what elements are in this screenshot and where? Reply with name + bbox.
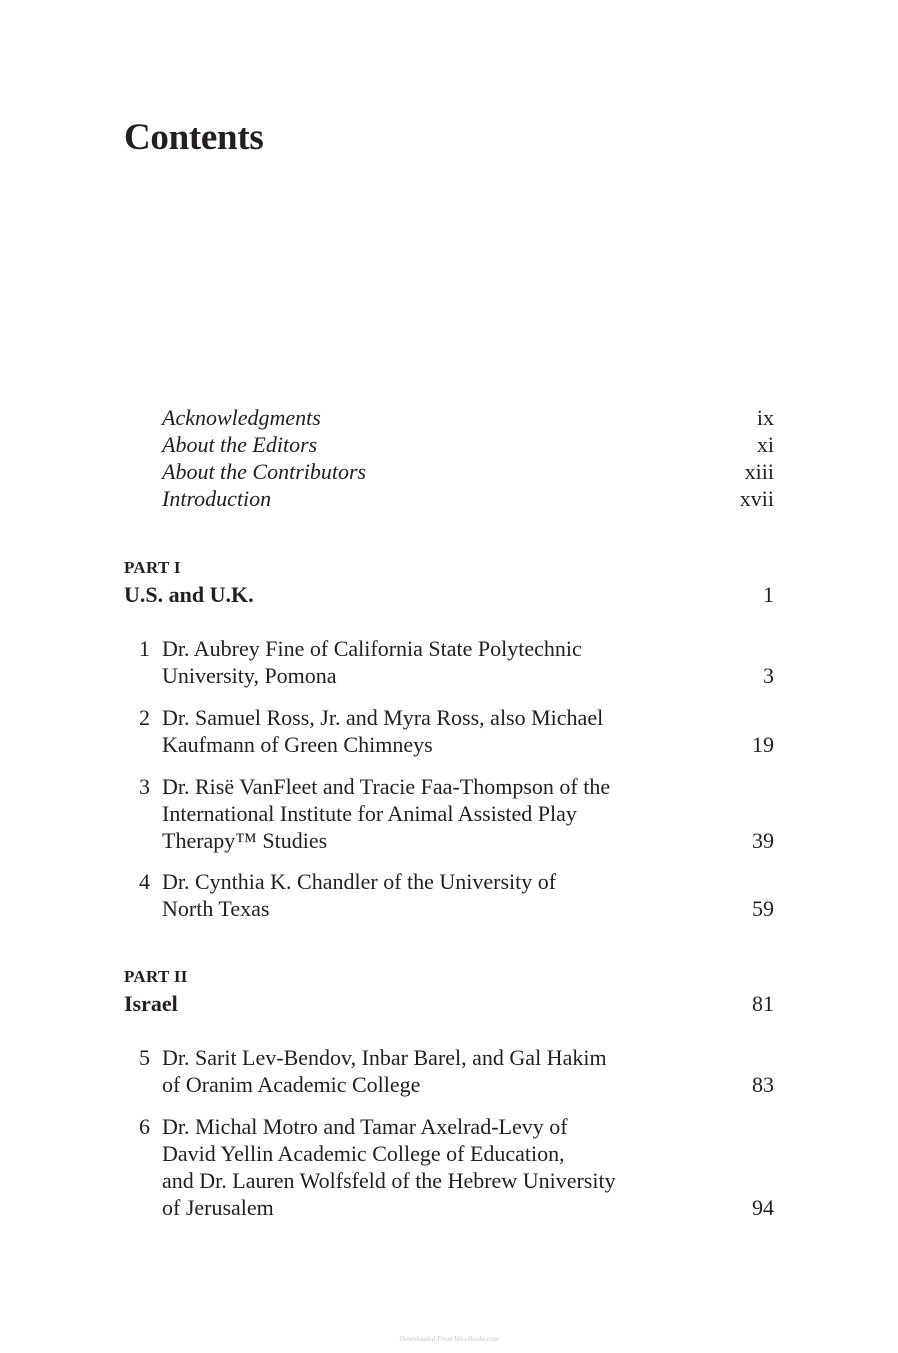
front-matter-item[interactable] — [162, 458, 774, 485]
chapter-title: Dr. Aubrey Fine of California State Polytechnic University, Pomona — [162, 636, 582, 688]
chapter-entry[interactable] — [124, 704, 774, 758]
part-page: 1 — [763, 582, 774, 607]
chapter-title: Dr. Samuel Ross, Jr. and Myra Ross, also Michael Kaufmann of Green Chimneys — [162, 705, 604, 757]
part-label: PART I — [124, 558, 181, 577]
chapter-number: 5 — [139, 1045, 150, 1070]
chapter-entry[interactable] — [124, 1044, 774, 1098]
chapter-title: Dr. Sarit Lev-Bendov, Inbar Barel, and Gal Hakim of Oranim Academic College — [162, 1045, 607, 1097]
front-matter-title: About the Contributors — [162, 459, 367, 484]
chapter-page: 3 — [763, 663, 774, 688]
chapter-number: 3 — [139, 774, 150, 799]
chapter-page: 59 — [752, 896, 774, 921]
download-watermark: Downloaded From Vet-eBooks.com — [399, 1335, 499, 1343]
part-page: 81 — [752, 991, 774, 1016]
chapter-number: 4 — [139, 869, 150, 894]
chapter-title: Dr. Cynthia K. Chandler of the University of North Texas — [162, 869, 557, 921]
chapter-title: Dr. Michal Motro and Tamar Axelrad-Levy of David Yellin Academic College of Education, and Dr. Lauren Wolfsfeld of the Hebrew University of Jerusalem — [162, 1114, 616, 1220]
front-matter-list — [162, 404, 774, 512]
chapter-entry[interactable] — [124, 868, 774, 922]
front-matter-page: xiii — [744, 459, 774, 484]
page-title: Contents — [124, 117, 264, 158]
chapter-title: Dr. Risë VanFleet and Tracie Faa-Thompson of the International Institute for Animal Assisted Play Therapy™ Studies — [162, 774, 611, 853]
chapter-page: 19 — [752, 732, 774, 757]
chapter-page: 83 — [752, 1072, 774, 1097]
chapter-entry[interactable] — [124, 635, 774, 689]
front-matter-page: xi — [756, 432, 774, 457]
part-title: Israel — [124, 991, 178, 1016]
chapter-number: 6 — [139, 1114, 150, 1139]
front-matter-item[interactable] — [162, 404, 774, 431]
chapter-number: 2 — [139, 705, 150, 730]
part-label: PART II — [124, 967, 188, 986]
front-matter-page: ix — [756, 405, 774, 430]
part-heading[interactable] — [124, 990, 774, 1017]
chapter-page: 39 — [752, 828, 774, 853]
front-matter-title: About the Editors — [162, 432, 318, 457]
front-matter-title: Acknowledgments — [162, 405, 321, 430]
part-heading[interactable] — [124, 581, 774, 608]
front-matter-item[interactable] — [162, 485, 774, 512]
part-title: U.S. and U.K. — [124, 582, 254, 607]
front-matter-title: Introduction — [162, 486, 272, 511]
chapter-entry[interactable] — [124, 773, 774, 854]
chapter-number: 1 — [139, 636, 150, 661]
front-matter-page: xvii — [739, 486, 774, 511]
front-matter-item[interactable] — [162, 431, 774, 458]
chapter-page: 94 — [752, 1195, 774, 1220]
chapter-entry[interactable] — [124, 1113, 774, 1221]
